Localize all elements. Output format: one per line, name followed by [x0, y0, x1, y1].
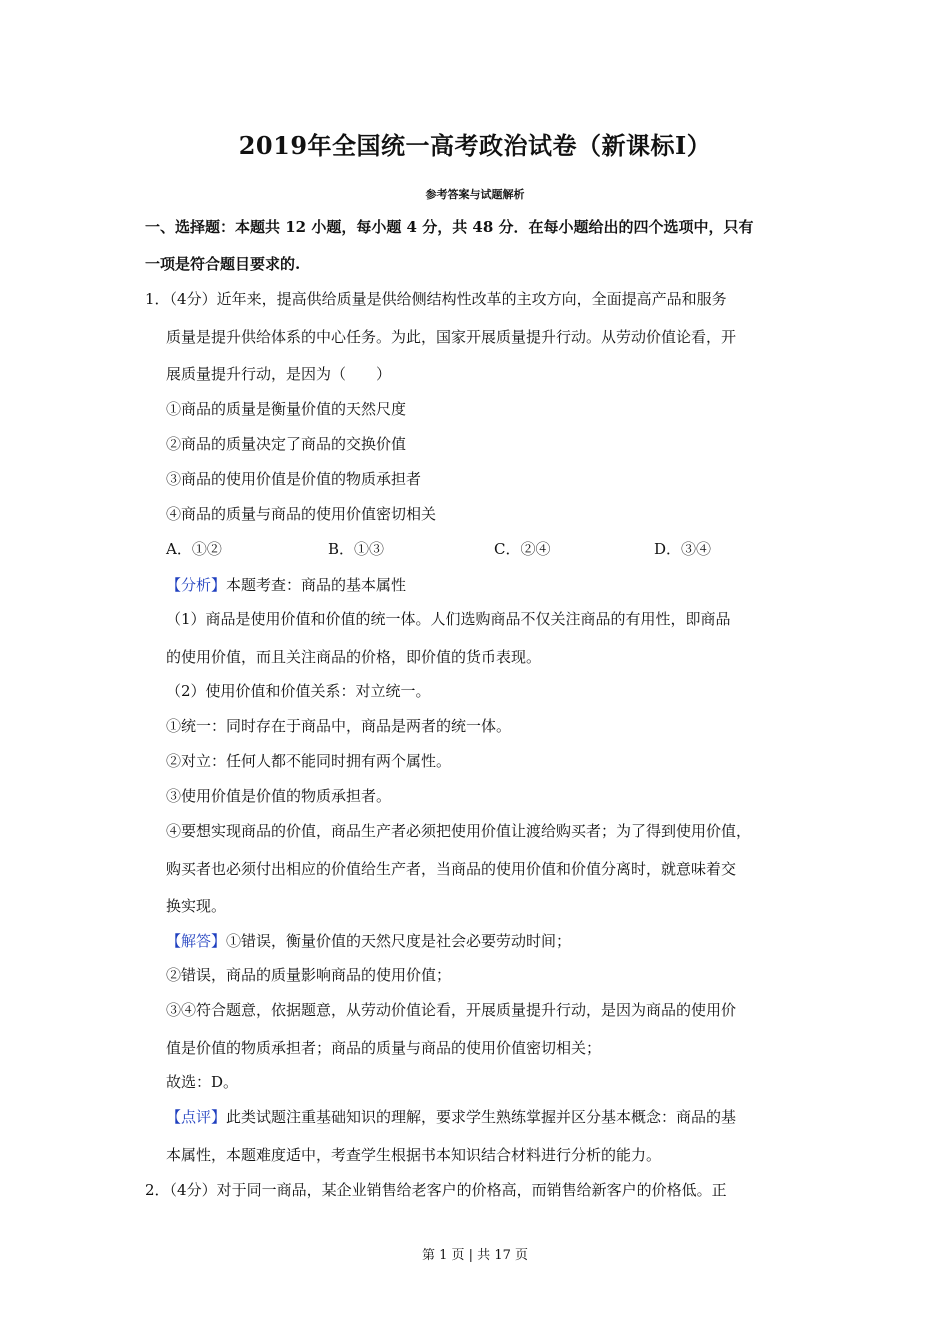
q1-option-a: A．①② [166, 540, 222, 558]
q1-statement: ③商品的使用价值是价值的物质承担者 [166, 470, 422, 488]
analysis-text: 本题考查：商品的基本属性 [226, 576, 407, 594]
q1-answer-line: 值是价值的物质承担者；商品的质量与商品的使用价值密切相关； [166, 1039, 602, 1057]
q1-stem-line-3: 展质量提升行动，是因为（ ） [166, 365, 392, 383]
q1-stem-line-2: 质量是提升供给体系的中心任务。为此，国家开展质量提升行动。从劳动价值论看，开 [166, 328, 737, 346]
q1-stem-line-1: 1．（4分）近年来，提高供给质量是供给侧结构性改革的主攻方向，全面提高产品和服务 [145, 290, 727, 308]
q1-analysis-line: （2）使用价值和价值关系：对立统一。 [166, 682, 431, 700]
q1-option-d: D．③④ [654, 540, 712, 558]
q1-comment-line [166, 1106, 736, 1127]
q1-answer-line: ②错误，商品的质量影响商品的使用价值； [166, 966, 452, 984]
q1-analysis-line: ④要想实现商品的价值，商品生产者必须把使用价值让渡给购买者；为了得到使用价值， [166, 822, 752, 840]
comment-tag: 【点评】 [166, 1108, 227, 1126]
q1-statement: ①商品的质量是衡量价值的天然尺度 [166, 400, 407, 418]
q1-analysis-line: ③使用价值是价值的物质承担者。 [166, 787, 392, 805]
q1-answer-line [166, 930, 571, 951]
answer-text: ①错误，衡量价值的天然尺度是社会必要劳动时间； [226, 932, 572, 950]
q1-analysis-line: 购买者也必须付出相应的价值给生产者，当商品的使用价值和价值分离时，就意味着交 [166, 860, 737, 878]
q1-analysis-line: 换实现。 [166, 897, 227, 915]
q1-analysis-line: 的使用价值，而且关注商品的价格，即价值的货币表现。 [166, 648, 542, 666]
q1-statement: ④商品的质量与商品的使用价值密切相关 [166, 505, 437, 523]
q1-option-b: B．①③ [328, 540, 385, 558]
q1-analysis-line: （1）商品是使用价值和价值的统一体。人们选购商品不仅关注商品的有用性，即商品 [166, 610, 731, 628]
q1-comment-line: 本属性，本题难度适中，考查学生根据书本知识结合材料进行分析的能力。 [166, 1146, 662, 1164]
q1-option-c: C．②④ [494, 540, 551, 558]
q1-analysis-line [166, 574, 406, 595]
q1-answer-line: 故选：D。 [166, 1073, 239, 1091]
q2-stem-line-1: 2．（4分）对于同一商品，某企业销售给老客户的价格高，而销售给新客户的价格低。正 [145, 1181, 727, 1199]
analysis-tag: 【分析】 [166, 576, 227, 594]
page-subtitle: 参考答案与试题解析 [425, 188, 525, 201]
page-footer: 第 1 页 | 共 17 页 [422, 1248, 528, 1263]
comment-text: 此类试题注重基础知识的理解，要求学生熟练掌握并区分基本概念：商品的基 [226, 1108, 737, 1126]
q1-analysis-line: ②对立：任何人都不能同时拥有两个属性。 [166, 752, 452, 770]
q1-analysis-line: ①统一：同时存在于商品中，商品是两者的统一体。 [166, 717, 512, 735]
q1-statement: ②商品的质量决定了商品的交换价值 [166, 435, 407, 453]
answer-tag: 【解答】 [166, 932, 227, 950]
q1-answer-line: ③④符合题意，依据题意，从劳动价值论看，开展质量提升行动，是因为商品的使用价 [166, 1001, 737, 1019]
page-title: 2019年全国统一高考政治试卷（新课标Ⅰ） [238, 131, 712, 160]
section-header-line-1: 一、选择题：本题共 12 小题，每小题 4 分，共 48 分．在每小题给出的四个选项中，只有 [145, 218, 754, 236]
section-header-line-2: 一项是符合题目要求的. [145, 255, 301, 273]
